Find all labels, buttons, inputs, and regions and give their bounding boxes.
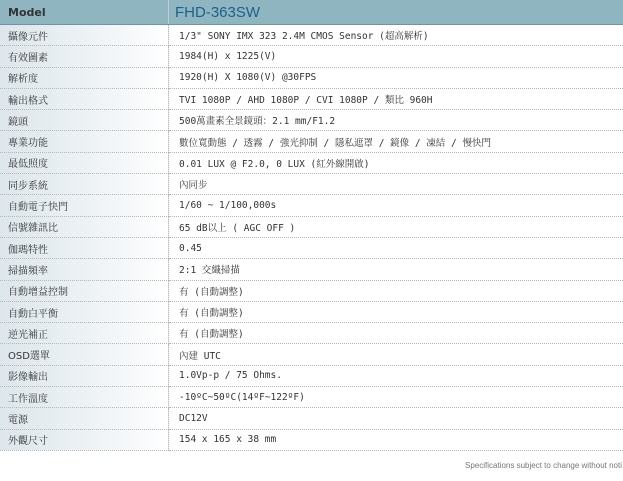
- model-name: FHD-363SW: [169, 0, 623, 25]
- spec-row: [0, 408, 623, 429]
- spec-value: 內建 UTC: [169, 344, 623, 365]
- spec-label: 解析度: [0, 67, 169, 88]
- spec-label: 自動電子快門: [0, 195, 169, 216]
- spec-label: 掃描頻率: [0, 259, 169, 280]
- spec-value: DC12V: [169, 408, 623, 429]
- spec-label: 鏡頭: [0, 110, 169, 131]
- spec-value: 有 (自動調整): [169, 323, 623, 344]
- spec-value: 有 (自動調整): [169, 301, 623, 322]
- spec-label: 電源: [0, 408, 169, 429]
- spec-value: 數位寬動態 / 透霧 / 強光抑制 / 隱私遮罩 / 鏡像 / 凍結 / 慢快門: [169, 131, 623, 152]
- spec-value: -10ºC~50ºC(14ºF~122ºF): [169, 387, 623, 408]
- spec-label: 輸出格式: [0, 88, 169, 109]
- spec-label: 逆光補正: [0, 323, 169, 344]
- spec-row: [0, 387, 623, 408]
- spec-value: TVI 1080P / AHD 1080P / CVI 1080P / 類比 960H: [169, 88, 623, 109]
- spec-value: 1.0Vp-p / 75 Ohms.: [169, 365, 623, 386]
- spec-row: [0, 280, 623, 301]
- spec-label: 自動白平衡: [0, 301, 169, 322]
- spec-row: [0, 46, 623, 67]
- spec-row: [0, 174, 623, 195]
- spec-value: 154 x 165 x 38 mm: [169, 429, 623, 450]
- spec-value: 0.01 LUX @ F2.0, 0 LUX (紅外線開啟): [169, 152, 623, 173]
- spec-label: 外觀尺寸: [0, 429, 169, 450]
- spec-label: 自動增益控制: [0, 280, 169, 301]
- spec-value: 65 dB以上 ( AGC OFF ): [169, 216, 623, 237]
- spec-label: 同步系統: [0, 174, 169, 195]
- spec-row: [0, 259, 623, 280]
- spec-row: [0, 110, 623, 131]
- spec-label: 工作溫度: [0, 387, 169, 408]
- spec-value: 1984(H) x 1225(V): [169, 46, 623, 67]
- spec-label: 最低照度: [0, 152, 169, 173]
- spec-value: 內同步: [169, 174, 623, 195]
- spec-row: [0, 67, 623, 88]
- spec-disclaimer: Specifications subject to change without noti: [465, 461, 622, 470]
- spec-value: 1/3" SONY IMX 323 2.4M CMOS Sensor (超高解析): [169, 25, 623, 46]
- spec-label: 影像輸出: [0, 365, 169, 386]
- spec-label: 專業功能: [0, 131, 169, 152]
- spec-value: 0.45: [169, 237, 623, 258]
- spec-row: [0, 301, 623, 322]
- spec-row: [0, 25, 623, 46]
- spec-value: 1920(H) X 1080(V) @30FPS: [169, 67, 623, 88]
- spec-label: 攝像元件: [0, 25, 169, 46]
- spec-row: [0, 88, 623, 109]
- spec-row: [0, 152, 623, 173]
- spec-row: [0, 429, 623, 450]
- spec-value: 2:1 交織掃描: [169, 259, 623, 280]
- spec-value: 1/60 ~ 1/100,000s: [169, 195, 623, 216]
- spec-row: [0, 131, 623, 152]
- spec-label: OSD選單: [0, 344, 169, 365]
- spec-value: 500萬畫素全景鏡頭：2.1 mm/F1.2: [169, 110, 623, 131]
- spec-row: [0, 323, 623, 344]
- spec-row: [0, 216, 623, 237]
- spec-row: [0, 365, 623, 386]
- spec-row: [0, 195, 623, 216]
- spec-label: 伽瑪特性: [0, 237, 169, 258]
- spec-label: 信號雜訊比: [0, 216, 169, 237]
- spec-label: 有效圖素: [0, 46, 169, 67]
- model-label: Model: [0, 0, 169, 25]
- header-row: [0, 0, 623, 25]
- spec-value: 有 (自動調整): [169, 280, 623, 301]
- spec-row: [0, 344, 623, 365]
- spec-row: [0, 237, 623, 258]
